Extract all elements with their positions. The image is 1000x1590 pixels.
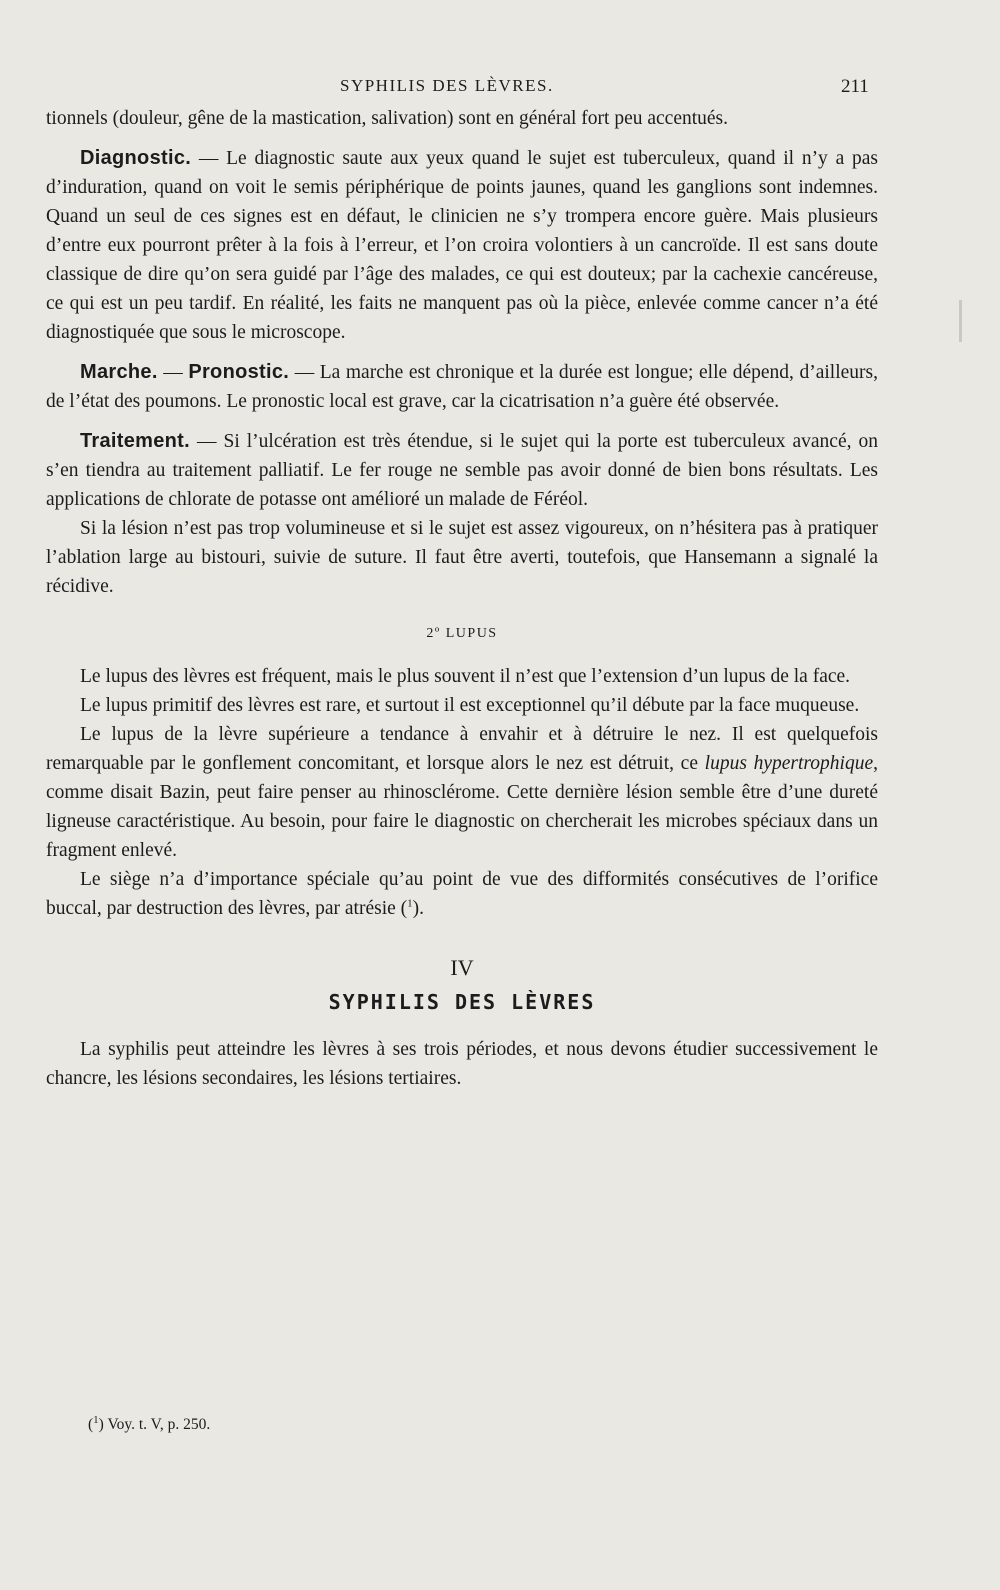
footnote-mark: 1 xyxy=(93,1413,99,1426)
footnote-reference: 1 xyxy=(407,897,413,910)
chapter-intro-paragraph: La syphilis peut atteindre les lèvres à ses trois périodes, et nous devons étudier successivement le chancre, les lésions secondaires, les lésions tertiaires. xyxy=(46,1039,878,1089)
diagnostic-heading: Diagnostic. xyxy=(80,147,192,169)
lupus-paragraph-3 xyxy=(46,720,878,865)
traitement-paragraph xyxy=(46,427,878,514)
marche-text: — La marche est chronique et la durée est longue; elle dépend, d’ailleurs, de l’état des poumons. Le pronostic local est grave, car la cicatrisation n’a guère été observée. xyxy=(46,362,878,412)
chapter-number: IV xyxy=(450,955,474,980)
traitement-text: — Si l’ulcération est très étendue, si le sujet qui la porte est tuberculeux avancé, on s’en tiendra au traitement palliatif. Le fer rouge ne semble pas avoir donné de bien bons résultats. Les applications de chlorate de potasse ont amélioré un malade de Féréol. xyxy=(46,431,878,510)
running-title: SYPHILIS DES LÈVRES. xyxy=(340,76,554,95)
footnote-text: Voy. t. V, p. 250. xyxy=(103,1416,211,1433)
footnote-close: ) xyxy=(98,1416,104,1433)
marche-paragraph xyxy=(46,358,878,416)
lupus-paragraph-2: Le lupus primitif des lèvres est rare, et surtout il est exceptionnel qu’il débute par la face muqueuse. xyxy=(80,695,860,716)
diagnostic-paragraph xyxy=(46,144,878,347)
lupus-p4-text: Le siège n’a d’importance spéciale qu’au point de vue des difformités consécutives de l’orifice buccal, par destruction des lèvres, par atrésie ( xyxy=(46,869,878,919)
lupus-p4-end: ). xyxy=(412,898,425,919)
pronostic-heading: Pronostic. xyxy=(188,361,290,383)
lupus-paragraph-1: Le lupus des lèvres est fréquent, mais le plus souvent il n’est que l’extension d’un lupus de la face. xyxy=(80,666,851,687)
marche-separator: — xyxy=(157,362,189,383)
page-number: 211 xyxy=(841,76,869,97)
lupus-p3-end: , comme disait Bazin, peut faire penser au rhinosclérome. Cette dernière lésion semble être d’une dureté ligneuse caractéristique. Au besoin, pour faire le diagnostic on chercherait les microbes spéciaux dans un fragment enlevé. xyxy=(46,753,878,861)
body-text xyxy=(46,104,878,1093)
diagnostic-text: — Le diagnostic saute aux yeux quand le sujet est tuberculeux, quand il n’y a pas d’induration, quand on voit le semis périphérique de points jaunes, quand les ganglions sont indemnes. Quand un seul de ces signes est en défaut, le clinicien ne s’y trompera encore guère. Mais plusieurs d’entre eux pourront prêter à la fois à l’erreur, et l’on croira volontiers à un cancroïde. Il est sans doute classique de dire qu’on sera guidé par l’âge des malades, ce qui est douteux; par la cachexie cancéreuse, ce qui est un peu tardif. En réalité, les faits ne manquent pas où la pièce, enlevée comme cancer n’a été diagnostiquée que sous le microscope. xyxy=(46,148,878,343)
lupus-p3-start: Le lupus de la lèvre supérieure a tendance à envahir et à détruire le nez. Il est quelquefois remarquable par le gonflement concomitant, et lorsque alors le nez est détruit, ce xyxy=(46,724,878,774)
margin-mark xyxy=(959,300,962,342)
traitement-paragraph-2: Si la lésion n’est pas trop volumineuse et si le sujet est assez vigoureux, on n’hésitera pas à pratiquer l’ablation large au bistouri, suivie de suture. Il faut être averti, toutefois, que Hansemann a signalé la récidive. xyxy=(46,518,878,597)
footnote-open: ( xyxy=(88,1416,94,1433)
chapter-title: SYPHILIS DES LÈVRES xyxy=(328,990,596,1014)
lupus-rubric: 2º LUPUS xyxy=(426,626,498,641)
lupus-paragraph-4 xyxy=(46,865,878,923)
marche-heading: Marche. xyxy=(80,361,158,383)
footnote xyxy=(88,1413,211,1434)
lupus-hypertrophique-term: lupus hypertrophique xyxy=(704,753,874,774)
traitement-heading: Traitement. xyxy=(80,430,190,452)
intro-paragraph: tionnels (douleur, gêne de la mastication, salivation) sont en général fort peu accentués. xyxy=(46,108,729,129)
